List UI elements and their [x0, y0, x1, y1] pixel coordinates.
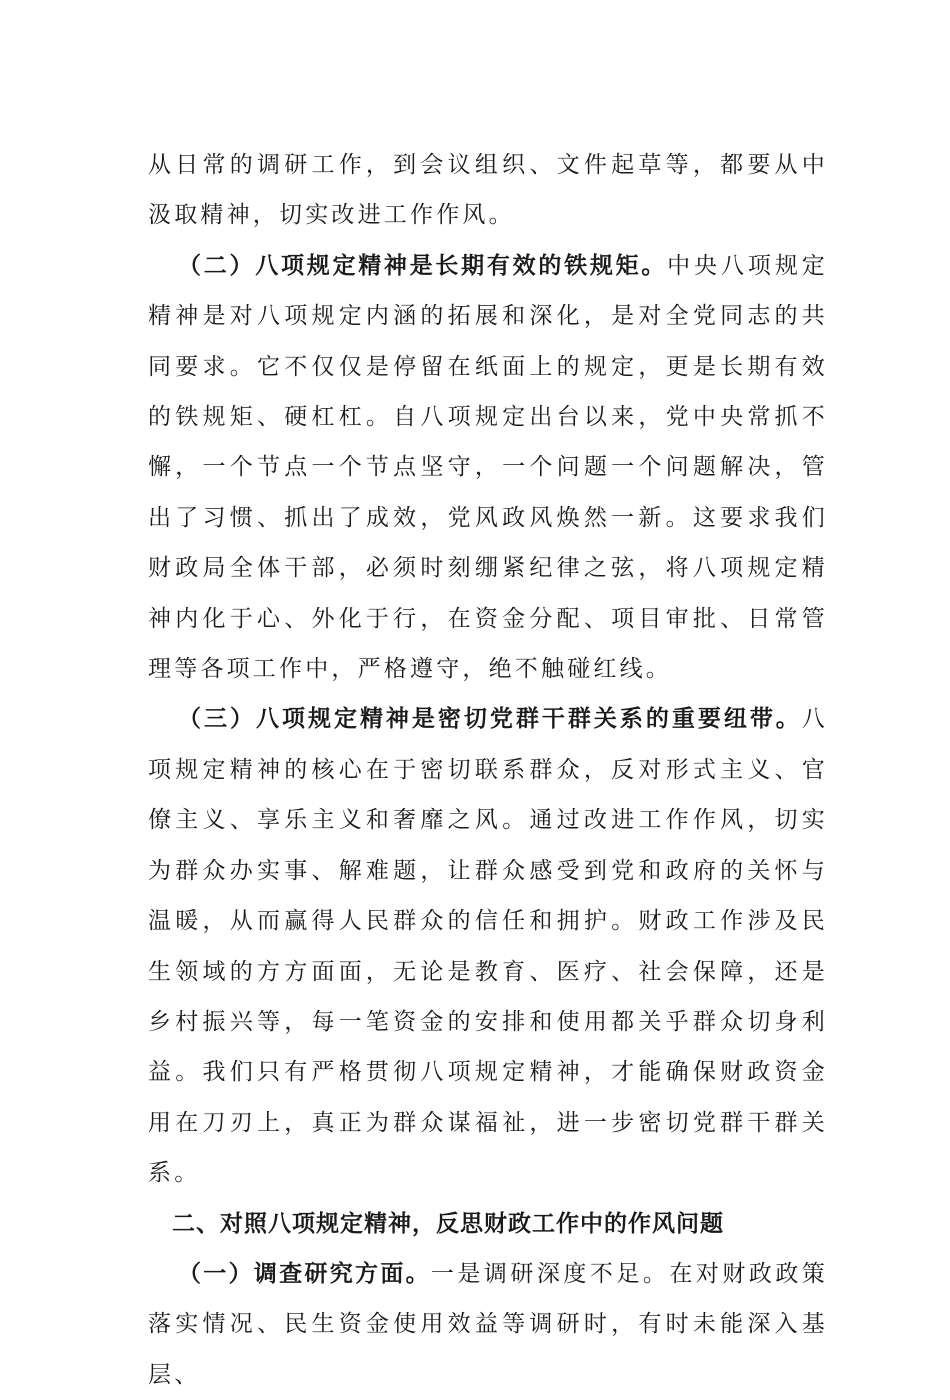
section-heading-2: 二、对照八项规定精神，反思财政工作中的作风问题 [172, 1210, 724, 1237]
paragraph-1: 从日常的调研工作，到会议组织、文件起草等，都要从中汲取精神，切实改进工作作风。 [148, 152, 828, 229]
paragraph-2 [148, 241, 828, 695]
paragraph-3-lead: （三）八项规定精神是密切党群干群关系的重要纽带。 [178, 706, 802, 733]
paragraph-4-lead: （一）调查研究方面。 [178, 1260, 431, 1287]
paragraph-2-body: 中央八项规定精神是对八项规定内涵的拓展和深化，是对全党同志的共同要求。它不仅仅是停留在纸面上的规定，更是长期有效的铁规矩、硬杠杠。自八项规定出台以来，党中央常抓不懈，一个节点一个节点坚守，一个问题一个问题解决，管出了习惯、抓出了成效，党风政风焕然一新。这要求我们财政局全体干部，必须时刻绷紧纪律之弦，将八项规定精神内化于心、外化于行，在资金分配、项目审批、日常管理等各项工作中，严格遵守，绝不触碰红线。 [148, 252, 829, 683]
paragraph-4-body: 一是调研深度不足。在对财政政策落实情况、民生资金使用效益等调研时，有时未能深入基层、 [148, 1260, 829, 1388]
paragraph-4 [148, 1249, 828, 1400]
paragraph-2-lead: （二）八项规定精神是长期有效的铁规矩。 [178, 252, 668, 279]
paragraph-3-body: 八项规定精神的核心在于密切联系群众，反对形式主义、官僚主义、享乐主义和奢靡之风。通过改进工作作风，切实为群众办实事、解难题，让群众感受到党和政府的关怀与温暖，从而赢得人民群众的信任和拥护。财政工作涉及民生领域的方方面面，无论是教育、医疗、社会保障，还是乡村振兴等，每一笔资金的安排和使用都关乎群众切身利益。我们只有严格贯彻八项规定精神，才能确保财政资金用在刀刃上，真正为群众谋福祉，进一步密切党群干群关系。 [148, 706, 828, 1187]
document-body [148, 140, 828, 1400]
paragraph-3 [148, 694, 828, 1198]
